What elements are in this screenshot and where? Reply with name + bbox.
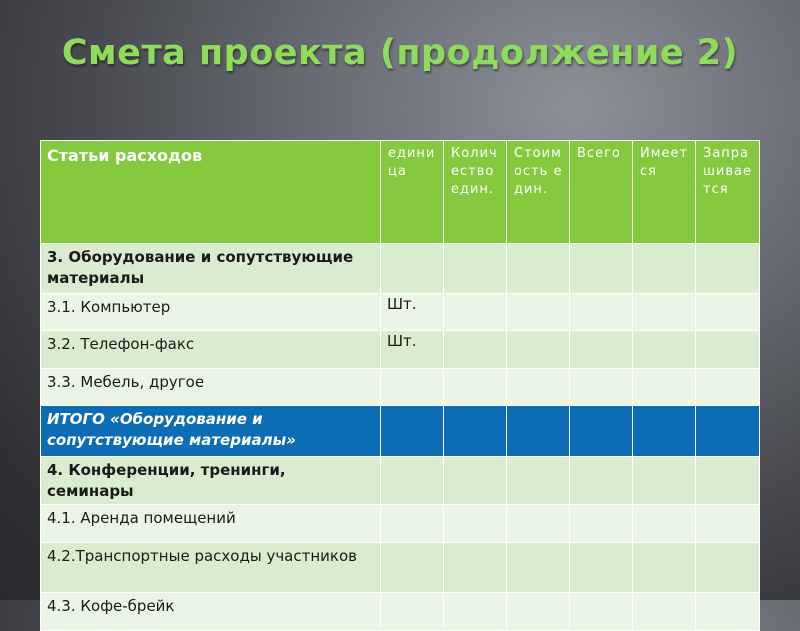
row-label: 3. Оборудование и сопутствующие материалы (41, 244, 381, 294)
row-cell (633, 543, 696, 593)
row-cell (444, 543, 507, 593)
row-label: 3.1. Компьютер (41, 294, 381, 331)
row-cell (507, 593, 570, 631)
table-header-row (41, 141, 760, 244)
row-unit (381, 543, 444, 593)
header-unit: единица (381, 141, 444, 244)
table-row (41, 294, 760, 331)
row-label: 4.1. Аренда помещений (41, 505, 381, 543)
row-cell (444, 505, 507, 543)
row-cell (507, 244, 570, 294)
row-cell (507, 294, 570, 331)
row-cell (444, 331, 507, 369)
header-quantity: Количество един. (444, 141, 507, 244)
row-label: 3.3. Мебель, другое (41, 369, 381, 406)
row-cell (633, 593, 696, 631)
row-cell (570, 593, 633, 631)
row-cell (696, 406, 760, 457)
row-cell (696, 294, 760, 331)
row-cell (444, 593, 507, 631)
row-cell (570, 457, 633, 505)
row-cell (570, 369, 633, 406)
row-cell (507, 505, 570, 543)
budget-table (40, 140, 760, 631)
table-row (41, 457, 760, 505)
table-row (41, 543, 760, 593)
row-label: 4.3. Кофе-брейк (41, 593, 381, 631)
row-unit (381, 406, 444, 457)
row-cell (696, 505, 760, 543)
row-cell (570, 331, 633, 369)
row-cell (507, 369, 570, 406)
row-cell (507, 457, 570, 505)
row-label: ИТОГО «Оборудование и сопутствующие материалы» (41, 406, 381, 457)
row-cell (696, 244, 760, 294)
row-cell (633, 244, 696, 294)
row-unit (381, 457, 444, 505)
row-unit (381, 505, 444, 543)
header-unit-cost: Стоимость един. (507, 141, 570, 244)
row-cell (696, 543, 760, 593)
row-unit: Шт. (381, 331, 444, 369)
row-cell (444, 244, 507, 294)
row-cell (570, 406, 633, 457)
row-cell (696, 331, 760, 369)
row-cell (507, 406, 570, 457)
table-row (41, 369, 760, 406)
row-cell (633, 406, 696, 457)
row-cell (570, 505, 633, 543)
table-row (41, 331, 760, 369)
header-requested: Запрашивается (696, 141, 760, 244)
row-cell (570, 543, 633, 593)
row-unit (381, 593, 444, 631)
table-row (41, 505, 760, 543)
row-cell (633, 457, 696, 505)
slide-title: Смета проекта (продолжение 2) (61, 33, 739, 73)
row-label: 4.2.Транспортные расходы участников (41, 543, 381, 593)
row-cell (633, 369, 696, 406)
row-unit (381, 369, 444, 406)
row-cell (444, 294, 507, 331)
row-cell (507, 331, 570, 369)
row-cell (633, 505, 696, 543)
table-row (41, 593, 760, 631)
row-cell (633, 294, 696, 331)
row-cell (507, 543, 570, 593)
table-row (41, 244, 760, 294)
row-cell (570, 244, 633, 294)
header-expense-items: Статьи расходов (41, 141, 381, 244)
row-label: 4. Конференции, тренинги, семинары (41, 457, 381, 505)
table-row-total (41, 406, 760, 457)
row-cell (696, 457, 760, 505)
row-cell (696, 369, 760, 406)
row-cell (633, 331, 696, 369)
row-cell (444, 369, 507, 406)
row-unit (381, 244, 444, 294)
row-cell (570, 294, 633, 331)
row-label: 3.2. Телефон-факс (41, 331, 381, 369)
row-cell (444, 457, 507, 505)
row-cell (696, 593, 760, 631)
header-available: Имеется (633, 141, 696, 244)
row-cell (444, 406, 507, 457)
header-total: Всего (570, 141, 633, 244)
row-unit: Шт. (381, 294, 444, 331)
